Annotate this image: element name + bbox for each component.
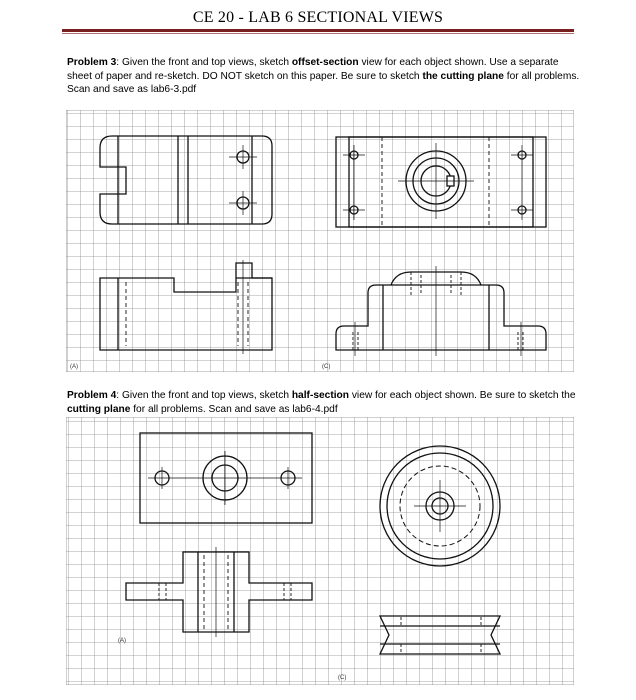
problem4-text-3: for all problems. Scan and save as lab6-4.pdf — [130, 403, 338, 415]
problem3-fig-c-label: (C) — [322, 364, 331, 370]
problem4-text-1: Given the front and top views, sketch — [119, 390, 292, 401]
problem4-emph-cutting-plane: cutting plane — [67, 403, 131, 415]
problem3-fig-a-label: (A) — [70, 364, 78, 370]
problem4-instructions — [67, 389, 582, 416]
problem3-text-3: for all problems. Scan and save as lab6-3.pdf — [67, 70, 580, 95]
title-rule-thin — [62, 33, 574, 34]
problem3-instructions — [67, 56, 582, 97]
problem3-text-1: Given the front and top views, sketch — [119, 57, 292, 68]
problem3-emph-cutting-plane: the cutting plane — [422, 70, 504, 82]
problem4-text-2: view for each object shown. Be sure to sketch the — [349, 390, 576, 401]
problem3-drawing-grid — [66, 110, 574, 372]
title-rule-thick — [62, 29, 574, 32]
problem4-label: Problem 4 — [67, 390, 117, 401]
problem4-fig-c-label: (C) — [338, 675, 347, 681]
page-title: CE 20 - LAB 6 SECTIONAL VIEWS — [192, 9, 444, 26]
problem3-sep: : — [116, 57, 120, 68]
problem3-emph-offset-section: offset-section — [291, 57, 359, 68]
problem3-text-2: view for each object shown. Use a separate sheet of paper and re-sketch. DO NOT sketch on this paper. Be sure to sketch — [67, 57, 559, 82]
problem4-fig-a-label: (A) — [118, 638, 126, 644]
problem4-drawing-grid — [66, 417, 574, 685]
problem3-label: Problem 3 — [67, 57, 117, 68]
problem4-sep: : — [116, 390, 120, 401]
problem4-emph-half-section: half-section — [291, 390, 349, 401]
